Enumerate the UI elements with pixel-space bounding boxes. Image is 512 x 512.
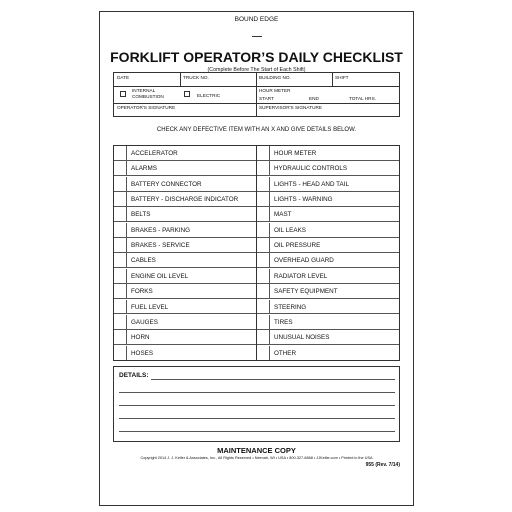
checklist-checkbox[interactable] <box>114 253 127 267</box>
checklist-item-label: CABLES <box>131 257 156 265</box>
details-line[interactable] <box>119 392 395 393</box>
checklist-row <box>114 146 256 161</box>
maintenance-copy-label: MAINTENANCE COPY <box>217 446 296 455</box>
checklist-item-label: ALARMS <box>131 165 157 173</box>
form-title: FORKLIFT OPERATOR’S DAILY CHECKLIST <box>110 49 403 65</box>
checklist-checkbox[interactable] <box>114 269 127 283</box>
info-col-divider <box>332 73 333 86</box>
electric-label: ELECTRIC <box>197 93 221 98</box>
checklist-checkbox[interactable] <box>114 238 127 252</box>
checklist-item-label: HYDRAULIC CONTROLS <box>274 165 348 173</box>
checklist-row <box>114 315 256 330</box>
checklist-checkbox[interactable] <box>257 330 270 344</box>
bound-edge-label: BOUND EDGE <box>234 16 279 23</box>
checklist-row <box>257 207 399 222</box>
details-label: DETAILS: <box>119 372 149 379</box>
checklist-item-label: UNUSUAL NOISES <box>274 334 330 342</box>
end-label: END <box>309 96 319 101</box>
checklist-item-label: BATTERY - DISCHARGE INDICATOR <box>131 196 239 204</box>
checklist-left-column <box>114 146 257 360</box>
checklist-row <box>257 330 399 345</box>
checklist-checkbox[interactable] <box>114 284 127 298</box>
info-col-divider <box>256 73 257 116</box>
checklist-checkbox[interactable] <box>114 330 127 344</box>
checklist-checkbox[interactable] <box>257 146 270 160</box>
checklist-row <box>114 161 256 176</box>
checklist-checkbox[interactable] <box>257 223 270 237</box>
checklist-form <box>99 11 414 506</box>
checklist-item-label: RADIATOR LEVEL <box>274 272 328 280</box>
checklist-row <box>114 177 256 192</box>
checklist-checkbox[interactable] <box>257 284 270 298</box>
checklist-right-column <box>257 146 399 360</box>
checklist-checkbox[interactable] <box>257 315 270 329</box>
info-col-divider <box>180 73 181 86</box>
checklist-item-label: HOSES <box>131 349 154 357</box>
internal-combustion-checkbox[interactable] <box>120 91 126 97</box>
checklist-item-label: BELTS <box>131 211 151 219</box>
checklist-item-label: FORKS <box>131 288 153 296</box>
checklist-item-label: ENGINE OIL LEVEL <box>131 272 189 280</box>
checklist-row <box>257 253 399 268</box>
checklist-item-label: HORN <box>131 334 150 342</box>
checklist-row <box>114 269 256 284</box>
details-line[interactable] <box>119 405 395 406</box>
checklist-item-label: OTHER <box>274 349 297 357</box>
checklist-item-label: OVERHEAD GUARD <box>274 257 334 265</box>
checklist-row <box>114 207 256 222</box>
copyright-text: Copyright 2014 J. J. Keller & Associates, Inc., All Rights Reserved • Neenah, WI • USA • 800-327-6868 • JJKeller.com • Printed in the USA <box>140 456 373 460</box>
checklist-checkbox[interactable] <box>114 346 127 361</box>
checklist-row <box>257 177 399 192</box>
checklist-row <box>257 300 399 315</box>
hour-meter-label: HOUR METER <box>259 88 291 93</box>
date-label: DATE <box>117 75 130 80</box>
checklist-checkbox[interactable] <box>114 300 127 314</box>
checklist-row <box>257 284 399 299</box>
bound-edge-line <box>252 36 262 37</box>
total-hrs-label: TOTAL HRS. <box>349 96 377 101</box>
truck-no-label: TRUCK NO. <box>183 75 209 80</box>
checklist-item-label: HOUR METER <box>274 150 317 157</box>
checklist-checkbox[interactable] <box>257 238 270 252</box>
checklist-row <box>114 253 256 268</box>
checklist-row <box>257 192 399 207</box>
checklist-checkbox[interactable] <box>257 177 270 191</box>
checklist-item-label: GAUGES <box>131 318 158 326</box>
checklist-row <box>114 223 256 238</box>
checklist-checkbox[interactable] <box>114 146 127 160</box>
form-number: 955 (Rev. 7/14) <box>365 462 400 468</box>
checklist-item-label: BATTERY CONNECTOR <box>131 180 202 188</box>
checklist-checkbox[interactable] <box>114 192 127 206</box>
details-line[interactable] <box>119 418 395 419</box>
checklist-item-label: FUEL LEVEL <box>131 303 169 311</box>
form-subtitle: (Complete Before The Start of Each Shift) <box>207 67 306 73</box>
checklist-checkbox[interactable] <box>257 346 270 361</box>
checklist-checkbox[interactable] <box>257 253 270 267</box>
operator-signature-label: OPERATOR'S SIGNATURE <box>117 105 176 110</box>
checklist-checkbox[interactable] <box>257 269 270 283</box>
checklist-item-label: STEERING <box>274 303 307 311</box>
internal-combustion-label: INTERNAL COMBUSTION <box>132 88 164 99</box>
details-box <box>113 366 400 442</box>
checklist-row <box>257 146 399 161</box>
checklist-item-label: MAST <box>274 211 292 219</box>
checklist-row <box>257 161 399 176</box>
checklist-row <box>114 346 256 361</box>
checklist-row <box>114 330 256 345</box>
checklist-table <box>113 145 400 361</box>
details-line[interactable] <box>119 431 395 432</box>
shift-label: SHIFT <box>335 75 349 80</box>
checklist-item-label: OIL PRESSURE <box>274 242 321 250</box>
checklist-item-label: SAFETY EQUIPMENT <box>274 288 338 296</box>
checklist-checkbox[interactable] <box>114 223 127 237</box>
start-label: START <box>259 96 274 101</box>
checklist-row <box>114 284 256 299</box>
checklist-checkbox[interactable] <box>257 192 270 206</box>
checklist-item-label: OIL LEAKS <box>274 226 306 234</box>
checklist-row <box>257 346 399 361</box>
instruction-text: CHECK ANY DEFECTIVE ITEM WITH AN X AND GIVE DETAILS BELOW. <box>156 127 357 133</box>
electric-checkbox[interactable] <box>184 91 190 97</box>
checklist-item-label: BRAKES - PARKING <box>131 226 191 234</box>
checklist-item-label: LIGHTS - WARNING <box>274 196 333 204</box>
checklist-row <box>114 192 256 207</box>
checklist-item-label: ACCELERATOR <box>131 150 178 157</box>
checklist-item-label: TIRES <box>274 318 293 326</box>
supervisor-signature-label: SUPERVISOR'S SIGNATURE <box>259 105 322 110</box>
checklist-row <box>114 238 256 253</box>
building-no-label: BUILDING NO. <box>259 75 291 80</box>
checklist-checkbox[interactable] <box>257 207 270 221</box>
checklist-row <box>257 315 399 330</box>
checklist-item-label: LIGHTS - HEAD AND TAIL <box>274 180 349 188</box>
checklist-row <box>257 269 399 284</box>
info-grid <box>113 72 400 117</box>
checklist-checkbox[interactable] <box>114 315 127 329</box>
checklist-row <box>257 223 399 238</box>
checklist-checkbox[interactable] <box>114 161 127 175</box>
details-line[interactable] <box>151 379 395 380</box>
checklist-item-label: BRAKES - SERVICE <box>131 242 190 250</box>
checklist-checkbox[interactable] <box>257 300 270 314</box>
checklist-row <box>257 238 399 253</box>
checklist-row <box>114 300 256 315</box>
checklist-checkbox[interactable] <box>114 177 127 191</box>
checklist-checkbox[interactable] <box>257 161 270 175</box>
checklist-checkbox[interactable] <box>114 207 127 221</box>
